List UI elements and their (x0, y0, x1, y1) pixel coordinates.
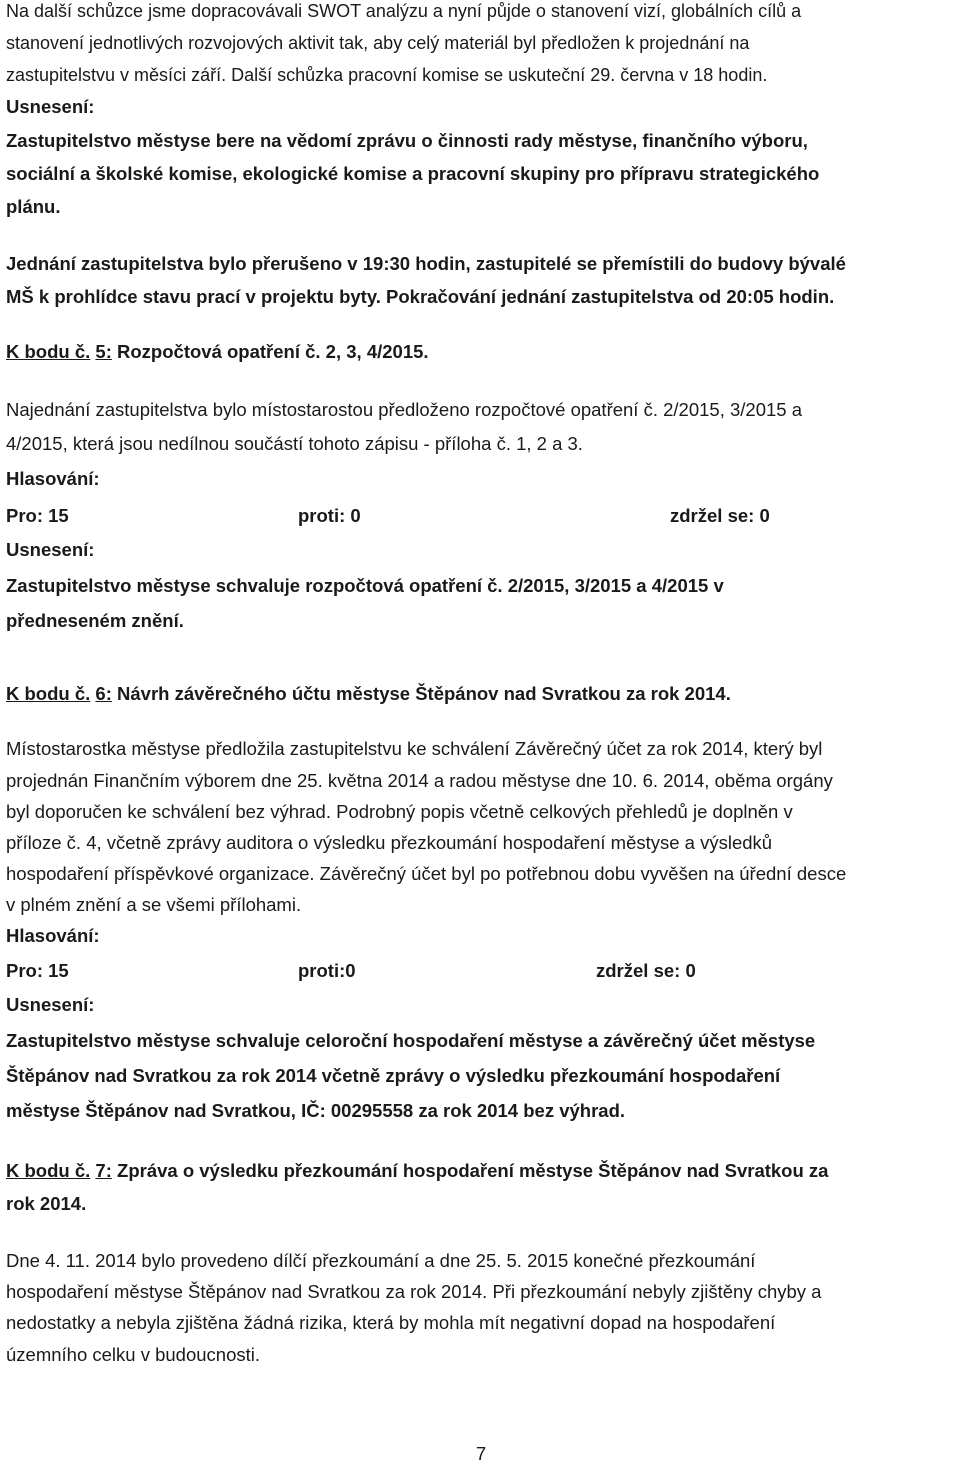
item-title-continuation: rok 2014. (6, 1193, 87, 1214)
resolution-label: Usnesení: (6, 994, 95, 1015)
item-7-body-line: Dne 4. 11. 2014 bylo provedeno dílčí přezkoumání a dne 25. 5. 2015 konečné přezkoumání (6, 1250, 756, 1271)
resolution-label: Usnesení: (6, 96, 95, 117)
item-6-body-line: v plném znění a se všemi přílohami. (6, 894, 302, 915)
resolution-line: Zastupitelstvo městyse schvaluje celoroční hospodaření městyse a závěrečný účet městyse (6, 1030, 816, 1051)
item-title: Rozpočtová opatření č. 2, 3, 4/2015. (117, 341, 429, 362)
item-5-heading (6, 343, 429, 362)
item-title: Návrh závěrečného účtu městyse Štěpánov nad Svratkou za rok 2014. (117, 683, 731, 704)
page-number: 7 (475, 1443, 487, 1464)
item-5-body-line: Najednání zastupitelstva bylo místostarostou předloženo rozpočtové opatření č. 2/2015, 3/2015 a (6, 399, 802, 420)
resolution-line: městyse Štěpánov nad Svratkou, IČ: 00295558 za rok 2014 bez výhrad. (6, 1100, 626, 1121)
vote-label: Hlasování: (6, 468, 100, 489)
resolution-line: předneseném znění. (6, 610, 184, 631)
item-prefix: K bodu č. (6, 1160, 91, 1181)
item-number: 7: (95, 1160, 112, 1181)
vote-against: proti: 0 (298, 505, 361, 526)
item-7-heading (6, 1162, 828, 1181)
vote-abstain: zdržel se: 0 (670, 505, 770, 526)
item-7-body-line: hospodaření městyse Štěpánov nad Svratkou za rok 2014. Při přezkoumání nebyly zjištěny chyby a (6, 1281, 822, 1302)
item-6-body-line: hospodaření příspěvkové organizace. Závěrečný účet byl po potřebnou dobu vyvěšen na úřední desce (6, 863, 847, 884)
resolution-line: Zastupitelstvo městyse bere na vědomí zprávu o činnosti rady městyse, finančního výboru, (6, 130, 808, 151)
resolution-line: plánu. (6, 196, 61, 217)
item-5-body-line: 4/2015, která jsou nedílnou součástí tohoto zápisu - příloha č. 1, 2 a 3. (6, 433, 583, 454)
item-number: 5: (95, 341, 112, 362)
vote-for: Pro: 15 (6, 960, 69, 981)
vote-against: proti:0 (298, 960, 356, 981)
interruption-line: MŠ k prohlídce stavu prací v projektu byty. Pokračování jednání zastupitelstva od 20:05 hodin. (6, 286, 835, 307)
vote-abstain: zdržel se: 0 (596, 960, 696, 981)
intro-line: stanovení jednotlivých rozvojových aktivit tak, aby celý materiál byl předložen k projednání na (6, 33, 750, 53)
vote-for: Pro: 15 (6, 505, 69, 526)
item-7-body-line: nedostatky a nebyla zjištěna žádná rizika, která by mohla mít negativní dopad na hospodaření (6, 1312, 776, 1333)
item-number: 6: (95, 683, 112, 704)
item-prefix: K bodu č. (6, 341, 91, 362)
item-6-body-line: byl doporučen ke schválení bez výhrad. Podrobný popis včetně celkových přehledů je doplněn v (6, 801, 793, 822)
intro-line: zastupitelstvu v měsíci září. Další schůzka pracovní komise se uskuteční 29. června v 18 hodin. (6, 65, 768, 85)
resolution-label: Usnesení: (6, 539, 95, 560)
item-6-body-line: projednán Finančním výborem dne 25. května 2014 a radou městyse dne 10. 6. 2014, oběma orgány (6, 770, 833, 791)
vote-label: Hlasování: (6, 925, 100, 946)
item-title: Zpráva o výsledku přezkoumání hospodaření městyse Štěpánov nad Svratkou za (117, 1160, 829, 1181)
resolution-line: Zastupitelstvo městyse schvaluje rozpočtová opatření č. 2/2015, 3/2015 a 4/2015 v (6, 575, 724, 596)
resolution-line: sociální a školské komise, ekologické komise a pracovní skupiny pro přípravu strategického (6, 163, 820, 184)
interruption-line: Jednání zastupitelstva bylo přerušeno v 19:30 hodin, zastupitelé se přemístili do budovy bývalé (6, 253, 846, 274)
item-6-body-line: Místostarostka městyse předložila zastupitelstvu ke schválení Závěrečný účet za rok 2014, který byl (6, 738, 823, 759)
item-6-heading (6, 685, 731, 704)
item-prefix: K bodu č. (6, 683, 91, 704)
intro-line: Na další schůzce jsme dopracovávali SWOT analýzu a nyní půjde o stanovení vizí, globálních cílů a (6, 1, 802, 21)
item-7-body-line: územního celku v budoucnosti. (6, 1344, 261, 1365)
resolution-line: Štěpánov nad Svratkou za rok 2014 včetně zprávy o výsledku přezkoumání hospodaření (6, 1065, 781, 1086)
item-6-body-line: příloze č. 4, včetně zprávy auditora o výsledku přezkoumání hospodaření městyse a výsledků (6, 832, 773, 853)
